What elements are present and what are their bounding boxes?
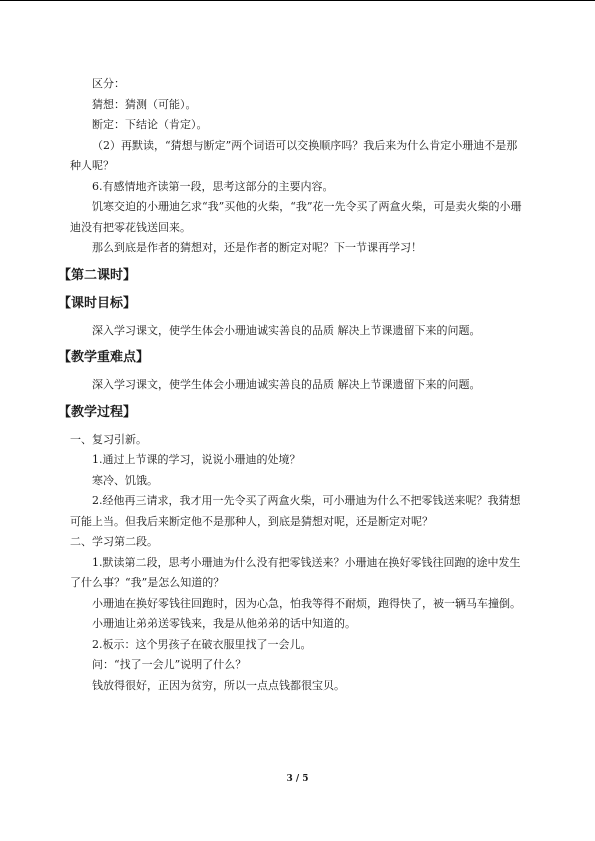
process-paragraph: 一、复习引新。	[70, 432, 147, 446]
process-paragraph: 1.默读第二段，思考小珊迪为什么没有把零钱送来？小珊迪在换好零钱往回跑的途中发生了什么事？“我”是怎么知道的？	[70, 555, 521, 589]
intro-paragraph: 猜想：猜测（可能）。	[92, 97, 197, 111]
key-points-text: 深入学习课文，使学生体会小珊迪诚实善良的品质 解决上节课遗留下来的问题。	[92, 378, 481, 391]
process-section	[70, 430, 525, 697]
process-paragraph: 2.经他再三请求，我才用一先令买了两盒火柴，可小珊迪为什么不把零钱送来呢？我猜想可能上当。但我后来断定他不是那种人，到底是猜想对呢，还是断定对呢？	[70, 494, 521, 528]
heading-second-lesson: 【第二课时】	[58, 267, 137, 283]
process-paragraph: 小珊迪在换好零钱往回跑时，因为心急，怕我等得不耐烦，跑得快了，被一辆马车撞倒。	[92, 596, 521, 610]
process-paragraph: 2.板示：这个男孩子在破衣服里找了一会儿。	[92, 637, 312, 651]
process-paragraph: 寒冷、饥饿。	[92, 473, 158, 487]
intro-paragraph: 区分：	[92, 77, 125, 90]
intro-paragraph: 断定：下结论（肯定）。	[92, 118, 208, 131]
heading-teaching-process: 【教学过程】	[58, 404, 137, 420]
intro-section	[70, 74, 525, 259]
heading-key-points: 【教学重难点】	[58, 350, 150, 365]
intro-paragraph: （2）再默读，“猜想与断定”两个词语可以交换顺序吗？我后来为什么肯定小珊迪不是那种人呢？	[70, 138, 518, 172]
process-paragraph: 钱放得很好，正因为贫穷，所以一点点钱都很宝贝。	[92, 678, 345, 692]
document-body	[58, 74, 525, 696]
process-paragraph: 问：“找了一会儿”说明了什么？	[92, 658, 247, 671]
top-border-line	[0, 0, 595, 1]
process-paragraph: 二、学习第二段。	[70, 535, 158, 548]
process-paragraph: 1.通过上节课的学习，说说小珊迪的处境？	[92, 453, 301, 466]
intro-paragraph: 饥寒交迫的小珊迪乞求“我”买他的火柴，“我”花一先令买了两盒火柴，可是卖火柴的小珊迪没有把零花钱送回来。	[70, 200, 522, 234]
intro-paragraph: 6.有感情地齐读第一段，思考这部分的主要内容。	[92, 179, 334, 193]
intro-paragraph: 那么到底是作者的猜想对，还是作者的断定对呢？下一节课再学习！	[92, 241, 422, 254]
heading-lesson-goals: 【课时目标】	[58, 295, 137, 311]
page-number: 3 / 5	[286, 774, 309, 784]
process-paragraph: 小珊迪让弟弟送零钱来，我是从他弟弟的话中知道的。	[92, 617, 356, 630]
lesson-goals-text: 深入学习课文，使学生体会小珊迪诚实善良的品质 解决上节课遗留下来的问题。	[92, 323, 481, 337]
